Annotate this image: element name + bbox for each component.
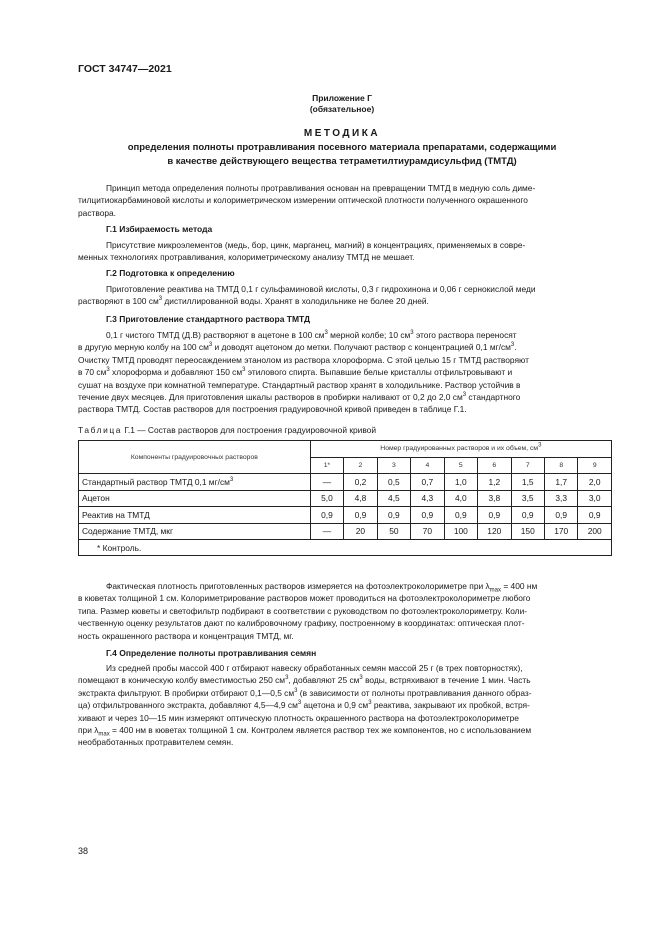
table-cell: 0,9 bbox=[478, 507, 511, 524]
table-cell: 4,5 bbox=[377, 490, 410, 507]
table-cell: — bbox=[310, 474, 343, 491]
table-cell: 0,9 bbox=[511, 507, 544, 524]
table-cell: 70 bbox=[411, 523, 444, 540]
table-cell: 1,0 bbox=[444, 474, 477, 491]
table-row bbox=[79, 490, 612, 507]
table-cell: 4,0 bbox=[444, 490, 477, 507]
standard-header: ГОСТ 34747—2021 bbox=[78, 63, 172, 75]
intro-paragraph: Принцип метода определения полноты протравливания основан на превращении ТМТД в медную соль диме- тилцитиокарбаминовой кислоты и колориметрическом измерении оптической плотности полученного окрашенного раствора. bbox=[78, 183, 536, 218]
table-body bbox=[79, 474, 612, 540]
table-row bbox=[79, 523, 612, 540]
table-header-group: Номер градуированных растворов и их объем, $см^3$ bbox=[310, 441, 611, 458]
table-cell: 0,2 bbox=[344, 474, 377, 491]
table-cell: 0,9 bbox=[411, 507, 444, 524]
table-col-number: 6 bbox=[478, 457, 511, 474]
table-cell: 150 bbox=[511, 523, 544, 540]
appendix-status: (обязательное) bbox=[309, 104, 375, 114]
section-g3-text: 0,1 г чистого ТМТД (Д.В) растворяют в ацетоне в 100 $см^3$ мерной колбе; 10 $см^3$ этого раствора переносят в другую мерную колбу на 100 $см^3$ и доводят ацетоном до метки. Получают раствор с концентрацией 0,1 $мг/см^3$. Очистку ТМТД проводят переосаждением этанолом из раствора хлороформа. С этой целью 15 г ТМТД растворяют в 70 $см^3$ хлороформа и добавляют 150 $см^3$ этилового спирта. Выпавшие белые кристаллы отфильтровывают и сушат на воздухе при комнатной температуре. Стандартный раствор хранят в холодильнике. Раствор устойчив в течение двух месяцев. Для приготовления шкалы растворов в пробирки наливают от 0,2 до 2,0 $см^3$ стандартного раствора ТМТД. Состав растворов для построения градуировочной кривой приведен в таблице Г.1. bbox=[78, 330, 529, 415]
table-row-label: Содержание ТМТД, мкг bbox=[79, 523, 311, 540]
table-cell: 170 bbox=[544, 523, 577, 540]
table-cell: — bbox=[310, 523, 343, 540]
table-row bbox=[79, 474, 612, 491]
table-cell: 3,3 bbox=[544, 490, 577, 507]
table-footnote: * Контроль. bbox=[79, 540, 612, 556]
section-g1-heading: Г.1 Избираемость метода bbox=[106, 224, 213, 234]
table-col-number: 8 bbox=[544, 457, 577, 474]
table-row-label: Ацетон bbox=[79, 490, 311, 507]
table-cell: 0,5 bbox=[377, 474, 410, 491]
table-cell: 20 bbox=[344, 523, 377, 540]
section-g2-text: Приготовление реактива на ТМТД 0,1 г сульфаминовой кислоты, 0,3 г гидрохинона и 0,06 г сернокислой меди растворяют в 100 $см^3$ дистиллированной воды. Хранят в холодильнике не более 20 дней. bbox=[78, 284, 536, 307]
section-g4-heading: Г.4 Определение полноты протравливания семян bbox=[106, 648, 317, 658]
measurement-text: Фактическая плотность приготовленных растворов измеряется на фотоэлектроколориметре при $\lambda_{max} = 400$ нм в кюветах толщиной 1 см. Колориметрирование растворов может проводиться на фотоэлектроколориметре любого типа. Размер кюветы и светофильтр подбирают в соответствии с руководством по фотоэлектроколориметру. Коли- чественную оценку результатов дают по калибровочному графику, построенному в координатах: оптическая плот- ность окрашенного раствора и концентрация ТМТД, мг. bbox=[78, 581, 538, 641]
section-g2-heading: Г.2 Подготовка к определению bbox=[106, 268, 235, 278]
table-cell: 1,5 bbox=[511, 474, 544, 491]
table-row-label: Реактив на ТМТД bbox=[79, 507, 311, 524]
table-row bbox=[79, 507, 612, 524]
table-cell: 0,9 bbox=[344, 507, 377, 524]
table-col-number: 1* bbox=[310, 457, 343, 474]
method-title: МЕТОДИКА bbox=[303, 128, 381, 139]
table-col-number: 2 bbox=[344, 457, 377, 474]
table-cell: 50 bbox=[377, 523, 410, 540]
table-cell: 5,0 bbox=[310, 490, 343, 507]
appendix-label: Приложение Г bbox=[312, 93, 372, 103]
table-cell: 120 bbox=[478, 523, 511, 540]
table-col-number: 5 bbox=[444, 457, 477, 474]
section-g4-text: Из средней пробы массой 400 г отбирают навеску обработанных семян массой 25 г (в трех повторностях), помещают в коническую колбу вместимостью 250 $см^3$, добавляют 25 $см^3$ воды, встряхивают в течение 1 мин. Часть экстракта фильтруют. В пробирки отбирают 0,1—0,5 $см^3$ (в зависимости от полноты протравливания данного образ- ца) отфильтрованного экстракта, добавляют 4,5—4,9 $см^3$ ацетона и 0,9 $см^3$ реактива, закрывают их пробкой, вcтря- хивают и через 10—15 мин измеряют оптическую плотность окрашенного раствора на фотоэлектроколориметре при $\lambda_{max} = 400$ нм в кюветах толщиной 1 см. Контролем является раствор тех же компонентов, но с использованием необработанных протравителем семян. bbox=[78, 663, 532, 748]
table-cell: 0,9 bbox=[444, 507, 477, 524]
table-header-components: Компоненты градуировочных растворов bbox=[79, 441, 311, 474]
table-cell: 3,0 bbox=[578, 490, 612, 507]
section-g1-text: Присутствие микроэлементов (медь, бор, цинк, марганец, магний) в концентрациях, применяемых в совре- менных технологиях протравливания, колориметрическому анализу ТМТД не мешает. bbox=[78, 240, 526, 263]
table-col-number: 7 bbox=[511, 457, 544, 474]
table-cell: 0,9 bbox=[377, 507, 410, 524]
table-cell: 200 bbox=[578, 523, 612, 540]
table-cell: 4,8 bbox=[344, 490, 377, 507]
table-cell: 0,9 bbox=[578, 507, 612, 524]
table-caption: Таблица Г.1 — Состав растворов для построения градуировочной кривой bbox=[78, 425, 377, 435]
table-cell: 3,8 bbox=[478, 490, 511, 507]
table-cell: 0,7 bbox=[411, 474, 444, 491]
table-cell: 3,5 bbox=[511, 490, 544, 507]
table-cell: 1,7 bbox=[544, 474, 577, 491]
table-cell: 4,3 bbox=[411, 490, 444, 507]
table-cell: 0,9 bbox=[544, 507, 577, 524]
page-number: 38 bbox=[78, 846, 89, 856]
composition-table bbox=[78, 440, 612, 556]
table-col-number: 9 bbox=[578, 457, 612, 474]
table-col-number: 4 bbox=[411, 457, 444, 474]
table-cell: 0,9 bbox=[310, 507, 343, 524]
method-subtitle: определения полноты протравливания посевного материала препаратами, содержащими в качестве действующего вещества тетраметилтиурамдисульфид (ТМТД) bbox=[127, 142, 557, 167]
appendix-title bbox=[78, 93, 606, 115]
section-g3-heading: Г.3 Приготовление стандартного раствора ТМТД bbox=[106, 314, 311, 324]
table-cell: 1,2 bbox=[478, 474, 511, 491]
table-row-label: Стандартный раствор ТМТД 0,1 $мг/см^3$ bbox=[79, 474, 311, 491]
table-cell: 100 bbox=[444, 523, 477, 540]
table-col-number: 3 bbox=[377, 457, 410, 474]
table-cell: 2,0 bbox=[578, 474, 612, 491]
